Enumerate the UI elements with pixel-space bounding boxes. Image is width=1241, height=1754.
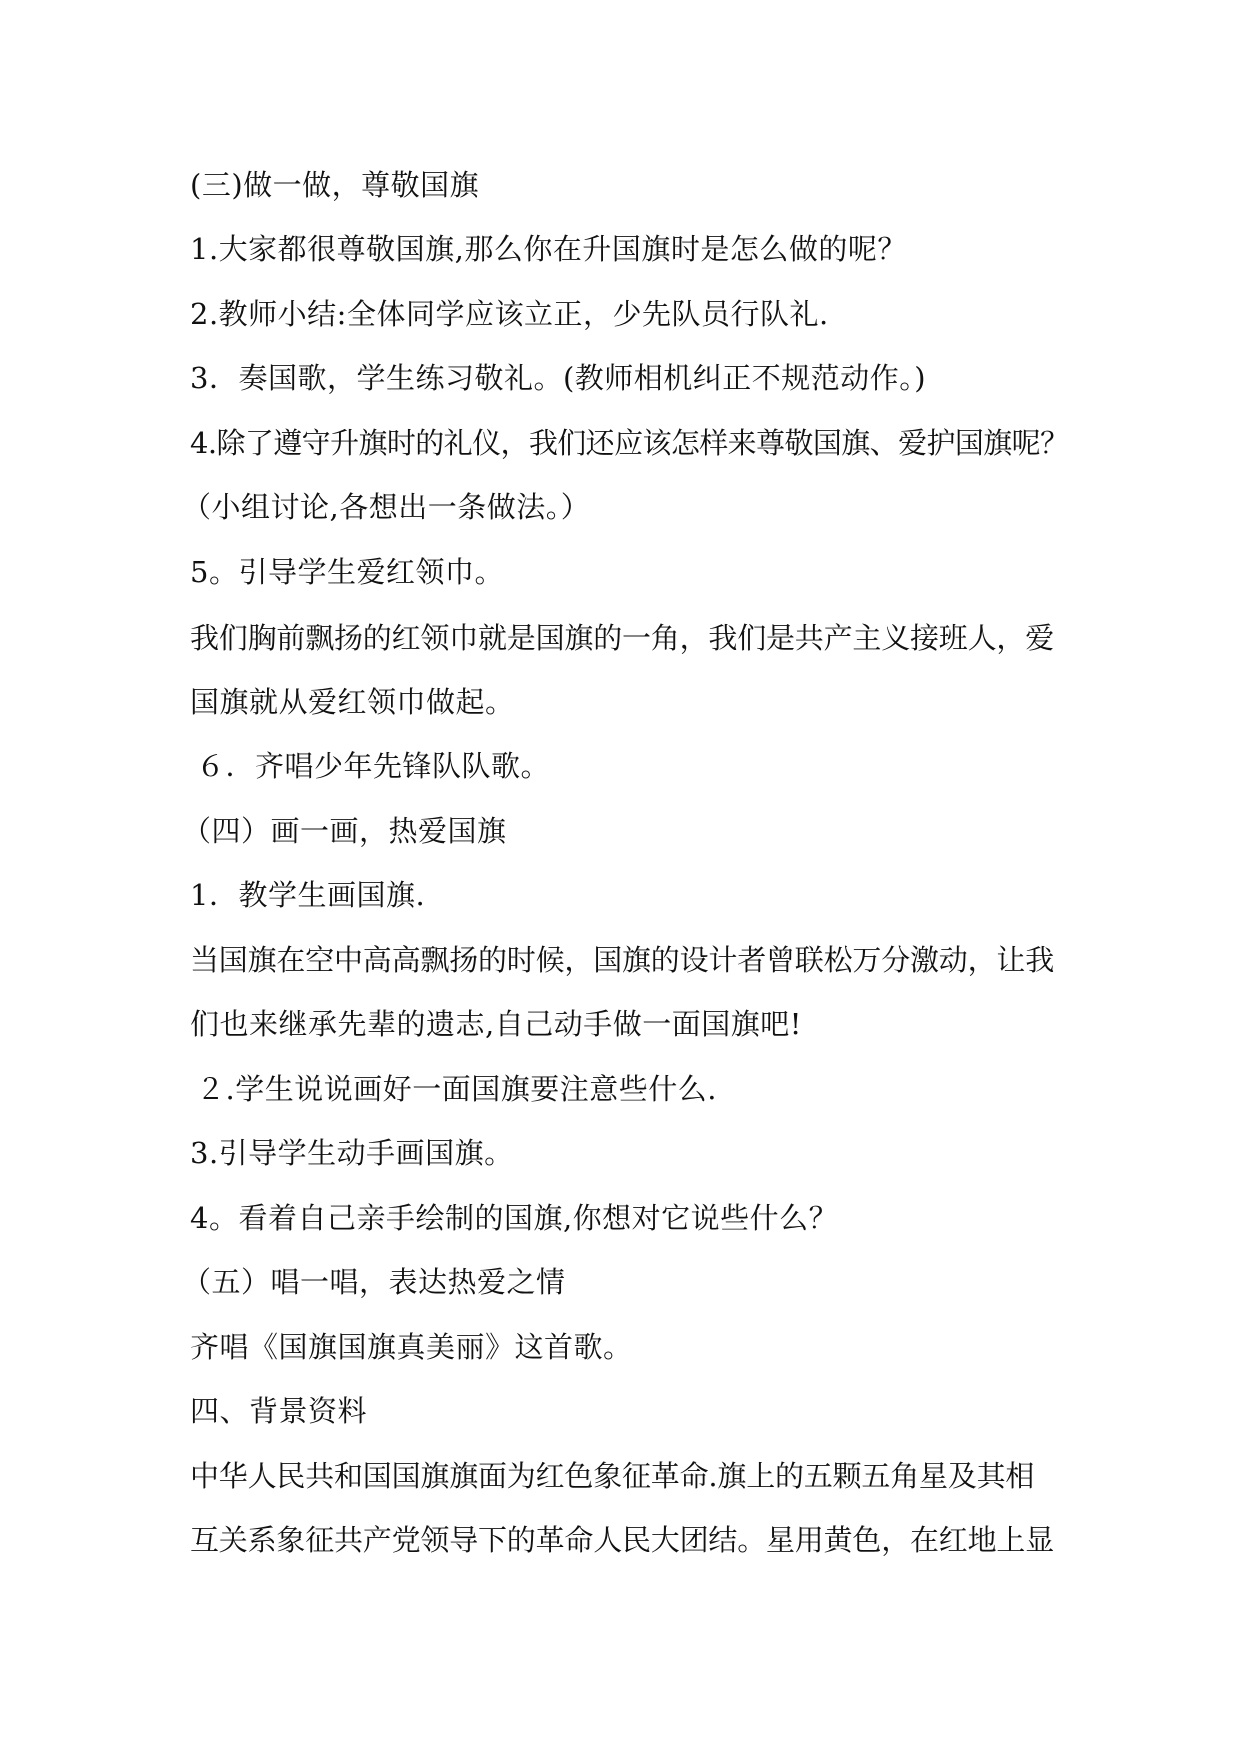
paragraph-line: 1．教学生画国旗. <box>190 878 426 912</box>
paragraph-line: 4。看着自己亲手绘制的国旗,你想对它说些什么？ <box>190 1201 839 1235</box>
paragraph-line: ６．齐唱少年先锋队队歌。 <box>196 749 551 783</box>
heading-background: 四、背景资料 <box>190 1394 368 1428</box>
heading-section-3: (三)做一做，尊敬国旗 <box>190 168 480 202</box>
paragraph-line: 4.除了遵守升旗时的礼仪，我们还应该怎样来尊敬国旗、爱护国旗呢？ <box>190 426 1069 460</box>
paragraph-line: 2.教师小结:全体同学应该立正，少先队员行队礼. <box>190 297 829 331</box>
paragraph-line: 齐唱《国旗国旗真美丽》这首歌。 <box>190 1330 633 1364</box>
paragraph-line: 中华人民共和国国旗旗面为红色象征革命.旗上的五颗五角星及其相 <box>190 1459 1035 1493</box>
heading-section-4: （四）画一画，热爱国旗 <box>182 814 507 848</box>
paragraph-line: 3．奏国歌，学生练习敬礼。(教师相机纠正不规范动作。) <box>190 361 927 395</box>
paragraph-line: 我们胸前飘扬的红领巾就是国旗的一角，我们是共产主义接班人，爱 <box>190 621 1055 655</box>
paragraph-line: 1.大家都很尊敬国旗,那么你在升国旗时是怎么做的呢？ <box>190 232 907 266</box>
paragraph-line: 5。引导学生爱红领巾。 <box>190 555 504 589</box>
paragraph-line: 互关系象征共产党领导下的革命人民大团结。星用黄色，在红地上显 <box>190 1523 1055 1557</box>
paragraph-line: 国旗就从爱红领巾做起。 <box>190 685 515 719</box>
paragraph-line: 当国旗在空中高高飘扬的时候，国旗的设计者曾联松万分激动，让我 <box>190 943 1055 977</box>
paragraph-line: 们也来继承先辈的遗志,自己动手做一面国旗吧! <box>190 1007 802 1041</box>
heading-section-5: （五）唱一唱，表达热爱之情 <box>182 1265 566 1299</box>
paragraph-line: 3.引导学生动手画国旗。 <box>190 1136 514 1170</box>
paragraph-line: （小组讨论,各想出一条做法。） <box>182 490 591 524</box>
paragraph-line: ２.学生说说画好一面国旗要注意些什么. <box>196 1072 717 1106</box>
